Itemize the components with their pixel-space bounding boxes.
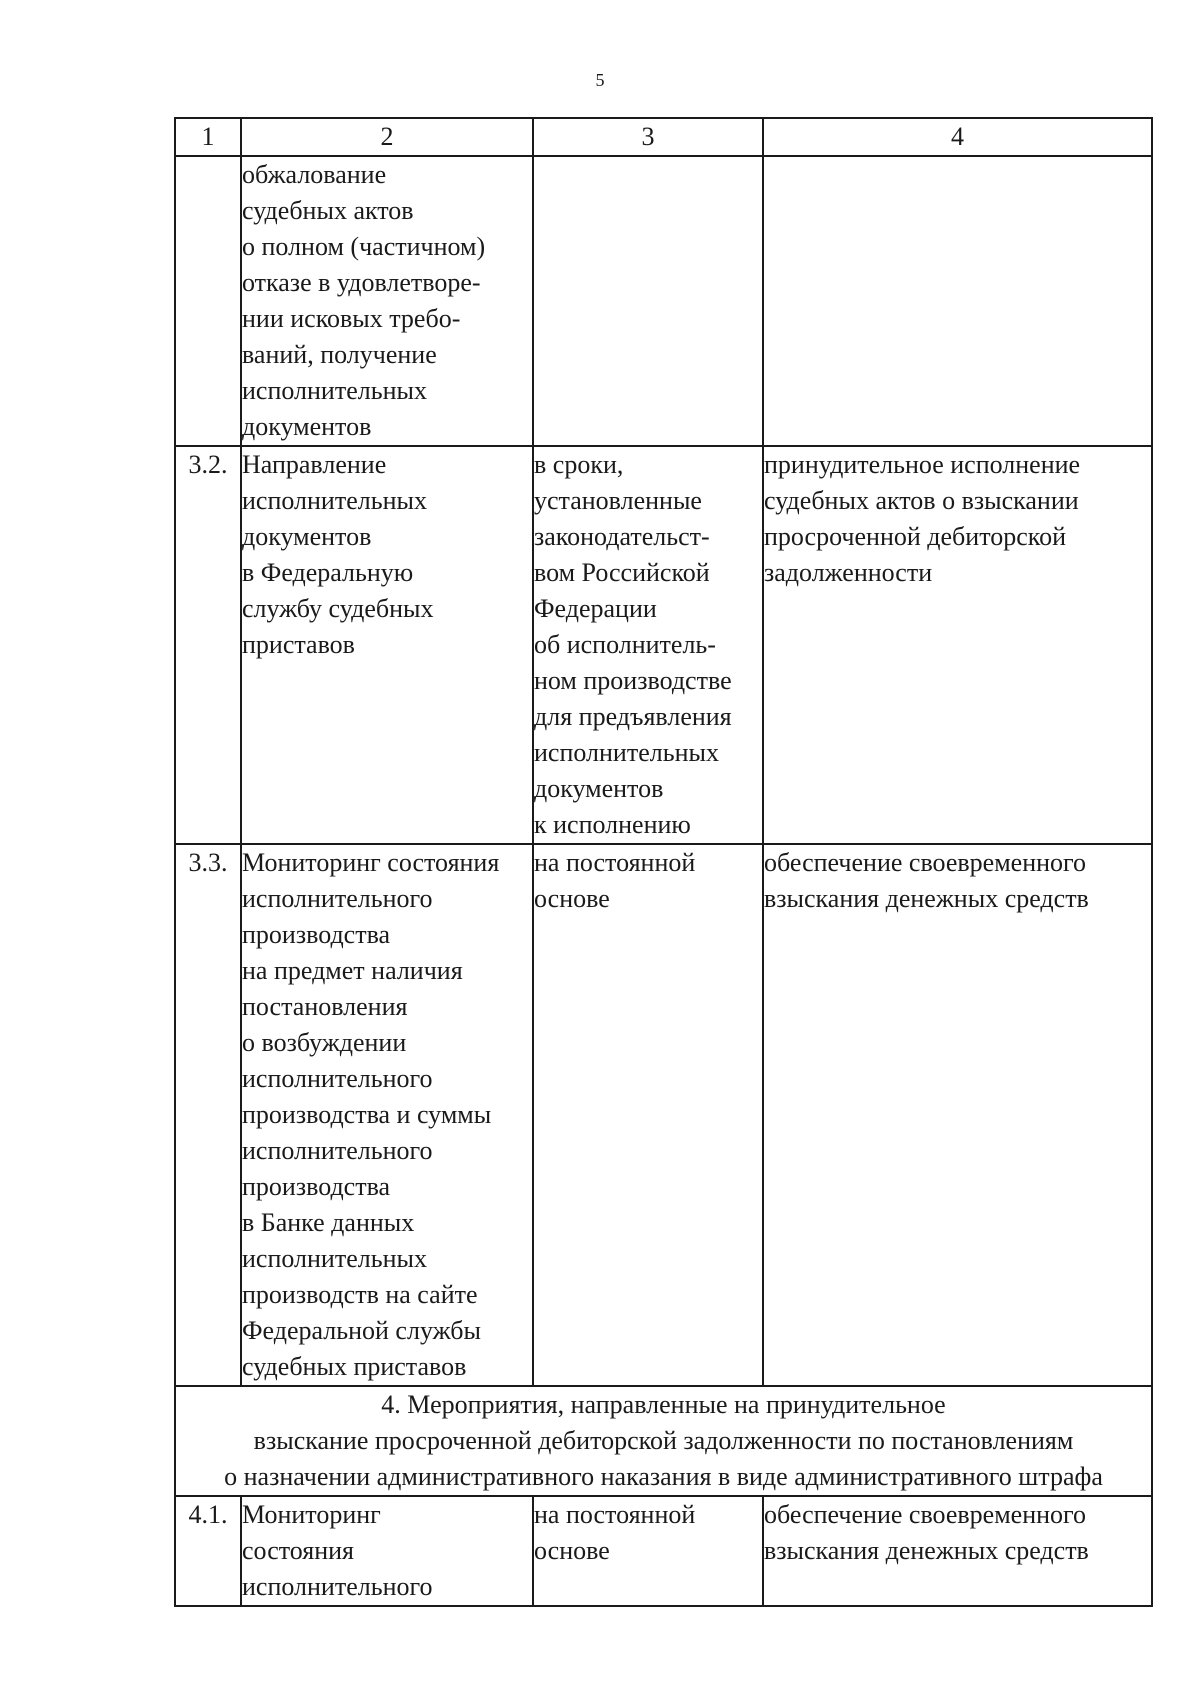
result-cell: [763, 1496, 1152, 1606]
deadline-cell: [533, 1496, 763, 1606]
text-line: ном производстве: [534, 666, 732, 695]
result-cell: [763, 156, 1152, 446]
text-line: принудительное исполнение: [764, 450, 1081, 479]
text-line: производства: [242, 1172, 391, 1201]
text-line: установленные: [534, 486, 702, 515]
text-line: Направление: [242, 450, 387, 479]
page-number: 5: [595, 70, 605, 90]
column-header-4: 4: [763, 118, 1152, 156]
text-line: в Банке данных: [242, 1208, 415, 1237]
result-cell: [763, 446, 1152, 844]
text-line: вом Российской: [534, 558, 710, 587]
text-line: производств на сайте: [242, 1280, 478, 1309]
text-line: взыскания денежных средств: [764, 884, 1089, 913]
text-line: в Федеральную: [242, 558, 414, 587]
text-line: о назначении административного наказания в виде административного штрафа: [224, 1462, 1103, 1491]
text-line: исполнительных: [242, 486, 427, 515]
text-line: о полном (частичном): [242, 232, 486, 261]
text-line: обжалование: [242, 160, 387, 189]
row-number: 3.2.: [175, 446, 241, 844]
measures-table: [174, 117, 1153, 1607]
text-line: производства: [242, 920, 391, 949]
text-line: основе: [534, 1536, 610, 1565]
column-header-3: 3: [533, 118, 763, 156]
text-line: Федерации: [534, 594, 657, 623]
text-line: на предмет наличия: [242, 956, 463, 985]
result-cell: [763, 844, 1152, 1386]
text-line: производства и суммы: [242, 1100, 492, 1129]
row-number: [175, 156, 241, 446]
text-line: обеспечение своевременного: [764, 1500, 1087, 1529]
column-header-2: 2: [241, 118, 533, 156]
table-row-continuation: [175, 156, 1152, 446]
text-line: документов: [534, 774, 664, 803]
deadline-cell: [533, 844, 763, 1386]
text-line: взыскания денежных средств: [764, 1536, 1089, 1565]
text-line: ваний, получение: [242, 340, 437, 369]
text-line: к исполнению: [534, 810, 691, 839]
text-line: задолженности: [764, 558, 933, 587]
text-line: законодательст-: [534, 522, 710, 551]
text-line: нии исковых требо-: [242, 304, 461, 333]
text-line: исполнительных: [242, 1244, 427, 1273]
text-line: об исполнитель-: [534, 630, 716, 659]
action-cell: [241, 844, 533, 1386]
table-header-row: [175, 118, 1152, 156]
text-line: приставов: [242, 630, 355, 659]
text-line: состояния: [242, 1536, 354, 1565]
table-row-4-1: [175, 1496, 1152, 1606]
text-line: в сроки,: [534, 450, 624, 479]
action-cell: [241, 446, 533, 844]
text-line: постановления: [242, 992, 408, 1021]
section-4-heading: [175, 1386, 1152, 1496]
action-cell: [241, 156, 533, 446]
text-line: для предъявления: [534, 702, 732, 731]
text-line: Федеральной службы: [242, 1316, 481, 1345]
text-line: исполнительных: [534, 738, 719, 767]
text-line: документов: [242, 522, 372, 551]
deadline-cell: [533, 446, 763, 844]
column-header-1: 1: [175, 118, 241, 156]
text-line: службу судебных: [242, 594, 434, 623]
text-line: документов: [242, 412, 372, 441]
text-line: взыскание просроченной дебиторской задолженности по постановлениям: [253, 1426, 1074, 1455]
text-line: на постоянной: [534, 1500, 696, 1529]
text-line: отказе в удовлетворе-: [242, 268, 481, 297]
text-line: Мониторинг: [242, 1500, 381, 1529]
text-line: 4. Мероприятия, направленные на принудительное: [381, 1390, 946, 1419]
row-number: 3.3.: [175, 844, 241, 1386]
text-line: исполнительного: [242, 884, 433, 913]
text-line: Мониторинг состояния: [242, 848, 500, 877]
text-line: исполнительного: [242, 1136, 433, 1165]
text-line: о возбуждении: [242, 1028, 407, 1057]
section-heading-row: [175, 1386, 1152, 1496]
table-row-3-3: [175, 844, 1152, 1386]
text-line: исполнительных: [242, 376, 427, 405]
text-line: исполнительного: [242, 1572, 433, 1601]
text-line: судебных приставов: [242, 1352, 467, 1381]
deadline-cell: [533, 156, 763, 446]
row-number: 4.1.: [175, 1496, 241, 1606]
text-line: судебных актов: [242, 196, 414, 225]
text-line: обеспечение своевременного: [764, 848, 1087, 877]
text-line: просроченной дебиторской: [764, 522, 1066, 551]
action-cell: [241, 1496, 533, 1606]
text-line: судебных актов о взыскании: [764, 486, 1079, 515]
text-line: основе: [534, 884, 610, 913]
text-line: на постоянной: [534, 848, 696, 877]
text-line: исполнительного: [242, 1064, 433, 1093]
table-row-3-2: [175, 446, 1152, 844]
